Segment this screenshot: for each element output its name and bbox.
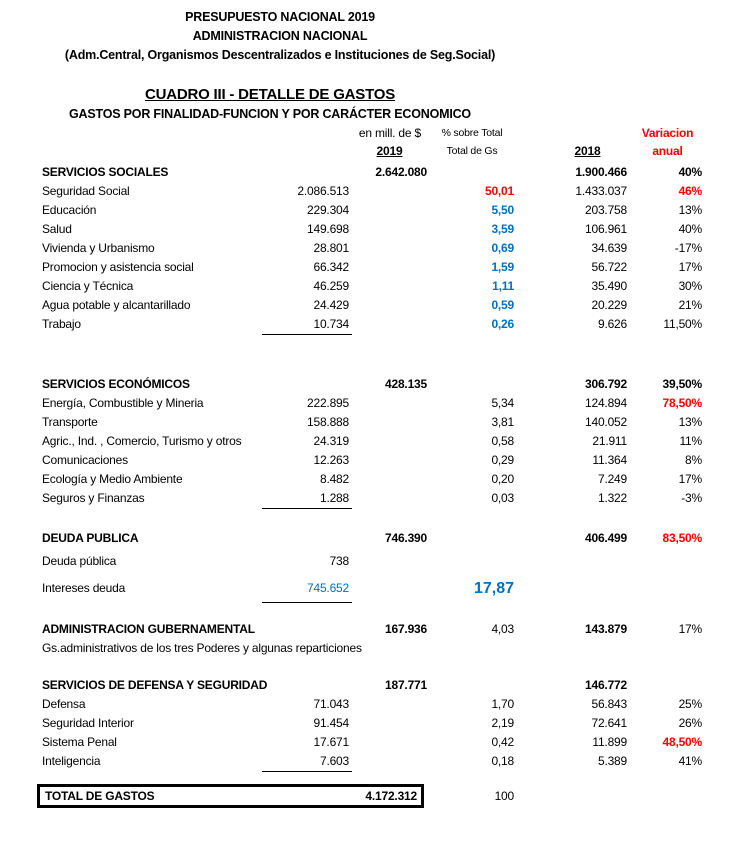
variation-value: 48,50%	[662, 735, 702, 749]
row-label: Ciencia y Técnica	[42, 279, 134, 293]
column-header-row-1	[0, 124, 742, 142]
pct-value: 0,03	[491, 491, 514, 505]
total-box	[37, 784, 424, 808]
row-label: Seguridad Social	[42, 184, 130, 198]
value-2018: 11.899	[592, 735, 627, 749]
value-2018: 7.249	[597, 472, 627, 486]
section-total-2018: 146.772	[585, 678, 627, 692]
section-note: Gs.administrativos de los tres Poderes y algunas reparticiones	[42, 641, 362, 655]
value-2018: 11.364	[592, 453, 627, 467]
budget-row	[0, 575, 742, 602]
budget-row	[0, 695, 742, 714]
value-2018: 1.322	[597, 491, 627, 505]
spacer-cell	[352, 432, 427, 451]
variation-value: -3%	[681, 491, 702, 505]
section-total-2018: 406.499	[585, 531, 627, 545]
row-label: Agua potable y alcantarillado	[42, 298, 191, 312]
budget-row	[0, 182, 742, 201]
row-label: Salud	[42, 222, 72, 236]
total-row	[37, 784, 742, 808]
spacer-cell	[352, 451, 427, 470]
value-2019: 158.888	[307, 415, 349, 429]
section-header-row	[0, 163, 742, 182]
section-variation: 40%	[678, 165, 702, 179]
pct-value: 0,26	[491, 317, 514, 331]
spacer-cell	[352, 258, 427, 277]
variation-value: 41%	[678, 754, 702, 768]
spacer-cell	[352, 277, 427, 296]
budget-row	[0, 296, 742, 315]
budget-row	[0, 258, 742, 277]
value-2019: 66.342	[313, 260, 349, 274]
section-administracion-gubernamental	[0, 620, 742, 658]
row-label: Deuda pública	[42, 554, 117, 568]
value-2019: 28.801	[313, 241, 349, 255]
total-pct-value: 100	[494, 789, 514, 803]
spacer-cell	[352, 220, 427, 239]
value-2018: 72.641	[591, 716, 627, 730]
budget-row	[0, 470, 742, 489]
section-header-row	[0, 375, 742, 394]
spacer-cell	[352, 201, 427, 220]
doc-subtitle: ADMINISTRACION NACIONAL	[192, 29, 368, 43]
row-label: Educación	[42, 203, 97, 217]
value-2019: 738	[329, 554, 349, 568]
budget-row	[0, 489, 742, 508]
col-2019-header: 2019	[376, 144, 403, 158]
pct-value: 0,20	[491, 472, 514, 486]
spacer-cell	[352, 575, 427, 603]
row-label: Agric., Ind. , Comercio, Turismo y otros	[42, 434, 242, 448]
variation-value: 30%	[678, 279, 702, 293]
value-2019: 17.671	[313, 735, 349, 749]
budget-row	[0, 277, 742, 296]
section-total-2019: 428.135	[385, 377, 427, 391]
value-2019	[262, 676, 352, 695]
budget-row	[0, 451, 742, 470]
value-2019: 46.259	[313, 279, 349, 293]
row-label: Sistema Penal	[42, 735, 117, 749]
pct-header-line1: % sobre Total	[441, 127, 503, 139]
spacer-cell	[352, 733, 427, 752]
section-name: SERVICIOS SOCIALES	[42, 165, 169, 179]
section-name: ADMINISTRACION GUBERNAMENTAL	[42, 622, 255, 636]
value-2019: 222.895	[307, 396, 349, 410]
pct-value: 0,42	[491, 735, 514, 749]
budget-row	[0, 432, 742, 451]
document-header	[0, 0, 560, 65]
value-2018: 56.843	[591, 697, 627, 711]
section-name: SERVICIOS DE DEFENSA Y SEGURIDAD	[42, 678, 268, 692]
pct-value: 3,59	[491, 222, 514, 236]
value-2018: 124.894	[585, 396, 627, 410]
spacer-cell	[352, 239, 427, 258]
section-variation: 83,50%	[662, 531, 702, 545]
spacer-cell	[352, 548, 427, 575]
unit-label: en mill. de $	[358, 126, 421, 140]
row-label: Intereses deuda	[42, 581, 126, 595]
variation-value: 25%	[678, 697, 702, 711]
value-2019: 2.086.513	[297, 184, 349, 198]
value-2018: 35.490	[591, 279, 627, 293]
pct-value: 1,70	[491, 697, 514, 711]
table-subtitle: GASTOS POR FINALIDAD-FUNCION Y POR CARÁCTER ECONOMICO	[69, 107, 471, 121]
row-label: Vivienda y Urbanismo	[42, 241, 155, 255]
spacer-cell	[352, 413, 427, 432]
value-2019: 24.429	[313, 298, 349, 312]
value-2018: 5.389	[597, 754, 627, 768]
spacer-cell	[352, 182, 427, 201]
value-2018	[517, 548, 630, 575]
section-variation: 39,50%	[662, 377, 702, 391]
budget-row	[0, 714, 742, 733]
section-total-2019: 746.390	[385, 531, 427, 545]
row-label: Seguridad Interior	[42, 716, 134, 730]
variation-value	[630, 548, 705, 575]
row-label: Promocion y asistencia social	[42, 260, 194, 274]
value-2018: 203.758	[585, 203, 627, 217]
value-2018: 56.722	[591, 260, 627, 274]
section-pct	[427, 529, 517, 548]
value-2019: 71.043	[313, 697, 349, 711]
variation-value: -17%	[674, 241, 702, 255]
value-2019: 12.263	[313, 453, 349, 467]
row-label: Energía, Combustible y Mineria	[42, 396, 204, 410]
variation-value: 26%	[678, 716, 702, 730]
variation-header-line1: Variacion	[641, 126, 694, 140]
budget-row	[0, 394, 742, 413]
pct-value: 0,59	[491, 298, 514, 312]
budget-row	[0, 752, 742, 771]
doc-title: PRESUPUESTO NACIONAL 2019	[185, 10, 375, 24]
spacer-cell	[352, 695, 427, 714]
pct-value: 2,19	[491, 716, 514, 730]
spacer-cell	[352, 752, 427, 772]
section-header-row	[0, 676, 742, 695]
section-total-2018: 143.879	[585, 622, 627, 636]
row-label: Comunicaciones	[42, 453, 128, 467]
section-pct	[427, 163, 517, 182]
budget-row	[0, 201, 742, 220]
budget-row	[0, 239, 742, 258]
pct-value: 5,34	[491, 396, 514, 410]
section-name: SERVICIOS ECONÓMICOS	[42, 377, 190, 391]
section-deuda-publica	[0, 529, 742, 602]
pct-value	[427, 548, 517, 575]
value-2019: 149.698	[307, 222, 349, 236]
row-label: Seguros y Finanzas	[42, 491, 145, 505]
value-2018: 9.626	[597, 317, 627, 331]
section-pct	[427, 375, 517, 394]
budget-row	[0, 733, 742, 752]
value-2018: 20.229	[591, 298, 627, 312]
variation-value	[630, 575, 705, 603]
budget-table-body	[0, 163, 742, 771]
variation-value: 13%	[678, 203, 702, 217]
value-2018: 21.911	[592, 434, 627, 448]
value-2019: 1.288	[262, 489, 352, 509]
table-title-block	[0, 85, 540, 124]
section-total-2018: 1.900.466	[575, 165, 627, 179]
value-2018: 140.052	[585, 415, 627, 429]
section-pct	[427, 676, 517, 695]
budget-row	[0, 639, 742, 658]
variation-value: 46%	[678, 184, 702, 198]
spacer-cell	[352, 394, 427, 413]
value-2019: 229.304	[307, 203, 349, 217]
budget-row	[0, 220, 742, 239]
value-2019: 7.603	[262, 752, 352, 772]
pct-value: 1,59	[491, 260, 514, 274]
section-header-row	[0, 620, 742, 639]
variation-value: 21%	[678, 298, 702, 312]
value-2019: 24.319	[313, 434, 349, 448]
spacer-cell	[352, 296, 427, 315]
value-2019: 10.734	[262, 315, 352, 335]
pct-header-line2: Total de Gs	[446, 145, 498, 157]
budget-row	[0, 315, 742, 334]
section-total-2018: 306.792	[585, 377, 627, 391]
pct-value: 0,58	[491, 434, 514, 448]
section-servicios-sociales	[0, 163, 742, 334]
budget-row	[0, 413, 742, 432]
doc-scope: (Adm.Central, Organismos Descentralizados e Instituciones de Seg.Social)	[64, 48, 496, 62]
pct-value: 50,01	[484, 184, 514, 198]
spacer-cell	[352, 315, 427, 335]
variation-value: 11%	[679, 434, 702, 448]
section-total-2019: 2.642.080	[375, 165, 427, 179]
value-2018: 106.961	[585, 222, 627, 236]
pct-value: 0,29	[491, 453, 514, 467]
section-servicios-de-defensa-y-seguridad	[0, 676, 742, 771]
value-2019	[262, 620, 352, 639]
section-total-2019: 187.771	[385, 678, 427, 692]
spacer-cell	[352, 470, 427, 489]
section-variation: 17%	[678, 622, 702, 636]
section-header-row	[0, 529, 742, 548]
value-2019: 8.482	[319, 472, 349, 486]
value-2019: 91.454	[313, 716, 349, 730]
total-label: TOTAL DE GASTOS	[45, 789, 155, 803]
row-label: Transporte	[42, 415, 98, 429]
row-label: Ecología y Medio Ambiente	[42, 472, 183, 486]
spacer-cell	[352, 714, 427, 733]
section-servicios-econ-micos	[0, 375, 742, 508]
pct-value: 1,11	[492, 279, 514, 293]
section-pct: 4,03	[491, 622, 514, 636]
row-label: Defensa	[42, 697, 86, 711]
variation-value: 8%	[685, 453, 702, 467]
pct-value: 0,69	[491, 241, 514, 255]
variation-header-line2: anual	[652, 144, 683, 158]
pct-value: 0,18	[491, 754, 514, 768]
section-name: DEUDA PUBLICA	[42, 531, 139, 545]
pct-value: 3,81	[491, 415, 514, 429]
column-header-row-2	[0, 142, 742, 160]
variation-value: 11,50%	[663, 317, 702, 331]
value-2018: 1.433.037	[575, 184, 627, 198]
value-2019	[262, 529, 352, 548]
spacer-cell	[352, 489, 427, 509]
section-variation	[630, 676, 705, 695]
pct-value: 17,87	[473, 580, 514, 597]
value-2019: 745.652	[262, 575, 352, 603]
value-2018	[517, 575, 630, 603]
row-label: Trabajo	[42, 317, 81, 331]
pct-value: 5,50	[491, 203, 514, 217]
col-2018-header: 2018	[574, 144, 601, 158]
variation-value: 17%	[678, 472, 702, 486]
table-title: CUADRO III - DETALLE DE GASTOS	[144, 86, 396, 103]
variation-value: 78,50%	[662, 396, 702, 410]
section-total-2019: 167.936	[385, 622, 427, 636]
variation-value: 13%	[678, 415, 702, 429]
variation-value: 17%	[678, 260, 702, 274]
budget-row	[0, 548, 742, 575]
value-2018: 34.639	[591, 241, 627, 255]
variation-value: 40%	[678, 222, 702, 236]
value-2019	[262, 163, 352, 182]
row-label: Inteligencia	[42, 754, 101, 768]
value-2019	[262, 375, 352, 394]
total-value-2019: 4.172.312	[365, 789, 417, 803]
